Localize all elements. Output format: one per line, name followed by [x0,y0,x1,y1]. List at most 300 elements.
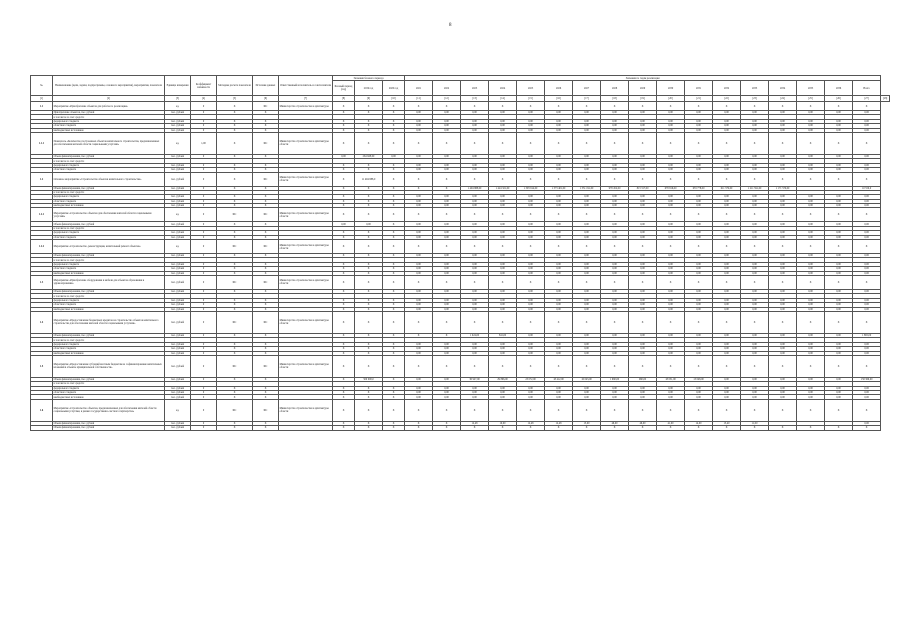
table-cell: Х [461,172,489,186]
table-cell: Х [355,303,383,307]
table-cell: Х [333,254,355,258]
table-cell: 0,00 [489,391,517,395]
table-cell: 0,00 [573,254,601,258]
table-cell: 0,00 [461,231,489,235]
table-cell: 0,00 [433,254,461,258]
table-cell: Х [741,208,769,222]
table-cell: Х [383,386,405,390]
index-cell: [16] [545,96,573,102]
table-cell: Х [383,124,405,128]
table-cell: 0,00 [741,391,769,395]
table-cell: 0,00 [769,351,797,355]
row-name: Объем финансирования, тыс. рублей [53,289,165,293]
row-importance: 0 [191,128,217,132]
table-cell: 0,00 [657,163,685,167]
table-cell: 0,00 [741,254,769,258]
table-cell: Х [517,311,545,333]
row-method: Х [217,168,253,172]
row-name: в том числе за счет средств: [53,190,165,194]
row-name: областного бюджета [53,391,165,395]
table-cell: 0,00 [769,391,797,395]
row-unit: тыс. рублей [165,168,191,172]
table-cell: Х [629,132,657,154]
table-cell: 0,00 [405,386,433,390]
table-cell: Х [333,351,355,355]
table-cell: 0,00 [601,128,629,132]
table-cell: 0,00 [573,231,601,235]
table-cell: 0,00 [489,204,517,208]
table-cell: Х [433,186,461,190]
row-method: Х [217,132,253,154]
table-cell: 0,00 [685,386,713,390]
row-source: Х [253,124,279,128]
row-name: Объем финансирования, тыс. рублей [53,333,165,337]
table-cell: 0,00 [825,119,853,123]
table-cell: Х [333,355,355,377]
row-name: федерального бюджета [53,298,165,302]
table-cell: Х [355,333,383,337]
table-cell: 0,00 [405,128,433,132]
table-cell: Х [355,351,383,355]
table-cell: 0,00 [657,254,685,258]
table-cell: 0,00 [713,195,741,199]
row-unit: ед. [165,102,191,111]
table-cell: 0,00 [629,347,657,351]
row-method: Х [217,347,253,351]
table-cell: 0,00 [629,267,657,271]
table-cell: 0,00 [517,119,545,123]
table-cell: Х [333,289,355,293]
table-cell: Х [383,111,405,115]
row-name: в том числе за счет средств: [53,159,165,163]
table-cell: 0,00 [573,128,601,132]
row-name: федерального бюджета [53,342,165,346]
table-cell: 0,00 [825,347,853,351]
row-method: Х [217,119,253,123]
table-cell: 0,00 [741,111,769,115]
table-cell: 0,00 [405,254,433,258]
table-cell: 0,00 [601,254,629,258]
table-cell: Х [383,303,405,307]
table-cell: Х [433,333,461,337]
table-cell: 0,00 [573,267,601,271]
table-cell: 0,00 [461,267,489,271]
table-cell: Х [383,199,405,203]
table-cell: 0,00 [545,289,573,293]
table-cell: Х [573,172,601,186]
table-cell: 46,00 [629,421,657,425]
row-number: 1.1.1 [31,132,53,154]
row-name: областного бюджета [53,267,165,271]
table-cell: Х [629,102,657,111]
table-cell: Х [383,168,405,172]
table-cell: 0,00 [461,262,489,266]
row-importance: 0 [191,347,217,351]
table-cell: 0,00 [489,289,517,293]
table-cell: 0,00 [545,235,573,239]
row-unit: тыс. рублей [165,377,191,381]
row-unit: тыс. рублей [165,426,191,430]
table-cell: 0,00 [489,271,517,275]
table-cell: 0,00 [797,391,825,395]
row-importance: 0 [191,426,217,430]
table-cell: Х [383,222,405,226]
table-cell: 0,00 [573,347,601,351]
table-cell: Х [769,132,797,154]
header-year: 2023 [461,81,489,96]
table-cell: Х [333,199,355,203]
table-cell: Х [355,186,383,190]
row-importance: 0 [191,355,217,377]
table-cell: 0,00 [601,124,629,128]
table-cell: Х [461,240,489,254]
table-cell: Х [657,132,685,154]
row-importance: 0 [191,186,217,190]
table-cell: Х [517,172,545,186]
table-cell: 0,00 [657,235,685,239]
table-cell: 0,00 [461,298,489,302]
row-method: Х [217,199,253,203]
table-cell: 0,00 [853,222,881,226]
table-cell: 0,00 [433,199,461,203]
table-cell: 0,00 [629,254,657,258]
table-cell: 0,00 [657,195,685,199]
table-cell: Х [517,240,545,254]
table-cell: 0,00 [489,351,517,355]
table-cell: 0,00 [797,342,825,346]
table-cell: Х [355,240,383,254]
table-cell: Х [355,124,383,128]
header-year: 2036 [825,81,853,96]
table-cell: Х [741,355,769,377]
table-cell: 0,00 [545,386,573,390]
table-cell: 0,00 [601,347,629,351]
row-unit: тыс. рублей [165,267,191,271]
index-cell: [9] [355,96,383,102]
table-cell: 0,00 [405,351,433,355]
row-name: Мероприятие «Строительство, реконструкция, капитальный ремонт объектов» [53,240,165,254]
table-cell: Х [355,386,383,390]
table-cell: 0,00 [573,289,601,293]
table-row-item [31,172,890,186]
table-cell: 0,00 [573,124,601,128]
row-method: ФС [217,275,253,289]
table-cell: Х [355,111,383,115]
table-cell: 0,00 [517,303,545,307]
table-cell: 0,00 [405,342,433,346]
table-cell: Х [405,426,433,430]
row-unit: тыс. рублей [165,195,191,199]
table-cell: 960,00 [629,377,657,381]
table-cell: 0,00 [685,124,713,128]
table-cell: 0,00 [741,235,769,239]
table-cell: 0,00 [741,395,769,399]
table-cell: Х [769,172,797,186]
table-cell: 0,00 [461,168,489,172]
row-name: внебюджетных источников [53,128,165,132]
table-cell: Х [573,102,601,111]
table-cell: Х [685,240,713,254]
row-method: Х [217,163,253,167]
table-cell: 0,00 [433,298,461,302]
table-cell: 0,00 [685,195,713,199]
table-cell: Х [489,355,517,377]
table-cell: Х [433,172,461,186]
table-cell: Х [333,303,355,307]
table-cell: 13,40 [713,421,741,425]
table-cell: Х [713,355,741,377]
table-cell: Х [853,208,881,222]
table-cell: 0,00 [573,391,601,395]
row-name: внебюджетных источников [53,351,165,355]
table-cell: Х [741,172,769,186]
table-cell: 0,00 [713,262,741,266]
row-name: Объем финансирования, тыс. рублей [53,421,165,425]
row-source: Х [253,128,279,132]
header-no: № [31,76,53,96]
header-base-col: Базовый период (год) [333,81,355,96]
table-cell: 0,00 [489,298,517,302]
table-cell: Х [489,132,517,154]
index-cell: [14] [489,96,517,102]
table-cell: 0,00 [601,271,629,275]
table-cell: 0,00 [545,351,573,355]
table-cell: 0,00 [601,289,629,293]
table-cell: 12,48 [517,421,545,425]
table-cell: 0,00 [405,347,433,351]
table-cell: 1 494 888,00 [461,186,489,190]
table-row-item [31,311,890,333]
table-cell: Х [825,426,853,430]
row-method: ФС [217,355,253,377]
row-source: Х [253,199,279,203]
table-cell: 0,00 [741,154,769,158]
row-method: Х [217,386,253,390]
table-cell: 0,00 [797,386,825,390]
table-cell: 0,00 [825,235,853,239]
table-cell: Х [713,240,741,254]
row-source: Х [253,421,279,425]
row-importance: 0 [191,199,217,203]
table-cell: Х [333,168,355,172]
table-cell: 0,00 [769,303,797,307]
table-cell: Х [601,275,629,289]
row-name: Мероприятие «Строительство объектов, предназначенных для обеспечения жителей области социальными услугами, в рамках государственно-частного партнерства» [53,399,165,421]
table-cell: 0,00 [405,195,433,199]
index-cell: [26] [825,96,853,102]
table-cell: 0,00 [545,231,573,235]
table-cell: 0,00 [601,267,629,271]
table-cell: 0,00 [601,119,629,123]
table-cell: Х [433,311,461,333]
table-cell: Х [355,298,383,302]
table-cell: 0,00 [713,124,741,128]
table-cell: 0,00 [545,199,573,203]
table-cell: Х [333,298,355,302]
index-cell: [1] [31,96,53,102]
table-cell: 0,00 [713,168,741,172]
row-importance: 0 [191,333,217,337]
row-name: в том числе за счет средств: [53,382,165,386]
table-cell: 0,00 [853,199,881,203]
table-cell: Х [355,421,383,425]
row-method: Х [217,204,253,208]
table-cell: 0,00 [741,303,769,307]
table-cell: 0,00 [545,395,573,399]
index-cell: [20] [657,96,685,102]
table-cell: Х [685,208,713,222]
table-cell: 0,00 [629,231,657,235]
table-cell: Х [383,333,405,337]
row-responsible: Министерство строительства и архитектуры области [279,275,333,289]
index-cell: [5] [217,96,253,102]
row-method: Х [217,271,253,275]
table-cell: Х [333,195,355,199]
table-cell: 0,00 [517,271,545,275]
row-unit: тыс. рублей [165,163,191,167]
row-importance: 0 [191,235,217,239]
table-cell: 0,00 [601,235,629,239]
table-cell: Х [657,240,685,254]
row-method: Х [217,426,253,430]
table-cell: 0,00 [853,391,881,395]
row-method: Х [217,195,253,199]
index-cell: [21] [685,96,713,102]
table-cell: 0,00 [629,289,657,293]
table-cell: 0,00 [741,199,769,203]
table-cell: 0,00 [825,163,853,167]
table-cell: 0,00 [517,298,545,302]
table-cell: 10,00 [489,421,517,425]
table-cell: 0,00 [517,289,545,293]
table-cell: 0,00 [545,254,573,258]
row-number: 1.2.1 [31,208,53,222]
row-source: Х [253,289,279,293]
table-cell: Х [601,208,629,222]
table-cell: Х [713,275,741,289]
table-cell: Х [433,426,461,430]
row-importance: 0 [191,289,217,293]
table-cell: 18 412,00 [545,377,573,381]
table-cell: 0,00 [853,204,881,208]
table-cell: Х [333,124,355,128]
table-cell: 0,00 [797,163,825,167]
table-cell: 0,00 [601,303,629,307]
table-cell: 1 024,00 [461,333,489,337]
table-cell: Х [355,199,383,203]
table-cell: Х [797,426,825,430]
table-cell: 0,00 [461,303,489,307]
row-unit: тыс. рублей [165,154,191,158]
table-cell: Х [545,399,573,421]
index-cell: [28] [881,96,890,102]
row-responsible: Министерство строительства и архитектуры области [279,208,333,222]
table-cell: 0,00 [517,386,545,390]
table-cell: 0,00 [333,222,355,226]
table-cell: 0,00 [713,222,741,226]
table-cell: Х [601,311,629,333]
table-cell: 0,00 [713,386,741,390]
row-method: Х [217,351,253,355]
table-cell: 0,00 [769,333,797,337]
table-row-item [31,208,890,222]
table-cell: Х [355,275,383,289]
row-name: Мероприятие «Приобретение оборудования и мебели для объектов образования и здравоохранения» [53,275,165,289]
table-cell: 0,00 [545,111,573,115]
table-cell: 0,00 [545,262,573,266]
row-name: областного бюджета [53,168,165,172]
table-cell: Х [489,399,517,421]
row-source: Х [253,222,279,226]
row-name: Объем финансирования, тыс. рублей [53,222,165,226]
row-number: 1.4 [31,311,53,333]
table-cell: 0,00 [797,195,825,199]
table-cell: 0,00 [685,342,713,346]
table-cell: 0,00 [629,199,657,203]
table-cell: 0,00 [545,222,573,226]
table-cell: 0,00 [405,377,433,381]
table-cell: Х [333,307,355,311]
table-cell: 0,00 [853,342,881,346]
table-cell: Х [355,271,383,275]
table-cell: Х [517,208,545,222]
table-cell: Х [685,426,713,430]
table-cell: Х [383,195,405,199]
table-cell: Х [517,275,545,289]
table-cell: Х [333,172,355,186]
table-cell: Х [489,240,517,254]
table-cell: Х [489,208,517,222]
row-source: Х [253,342,279,346]
table-cell: 0,00 [489,342,517,346]
row-unit: тыс. рублей [165,351,191,355]
table-cell: 0,00 [741,262,769,266]
table-cell: 841,00 [489,333,517,337]
table-cell: 0,00 [853,128,881,132]
table-cell: Х [405,275,433,289]
table-cell: Х [383,342,405,346]
table-cell: 0,00 [769,119,797,123]
table-cell: 0,00 [433,154,461,158]
table-cell: Х [713,399,741,421]
row-method: Х [217,333,253,337]
table-cell: Х [461,275,489,289]
table-cell: Х [629,208,657,222]
table-cell: 0,00 [853,395,881,399]
header-year: 2030 [657,81,685,96]
table-cell: 0,00 [601,342,629,346]
row-importance: 0 [191,163,217,167]
row-importance: 0 [191,222,217,226]
table-cell: Х [333,386,355,390]
table-cell: 0,00 [433,163,461,167]
table-cell: 0,00 [601,163,629,167]
table-cell: 0,00 [657,347,685,351]
table-cell: Х [545,102,573,111]
table-cell: Х [383,347,405,351]
table-cell: 0,00 [629,168,657,172]
table-cell: 0,00 [797,119,825,123]
table-cell: Х [601,240,629,254]
table-cell: Х [333,271,355,275]
table-cell: 0,00 [853,231,881,235]
row-name: внебюджетных источников [53,271,165,275]
table-cell: 0,00 [713,163,741,167]
table-cell: Х [825,172,853,186]
table-cell: 0,00 [405,307,433,311]
table-cell: 1 351 191,00 [573,186,601,190]
table-cell: 0,00 [825,204,853,208]
